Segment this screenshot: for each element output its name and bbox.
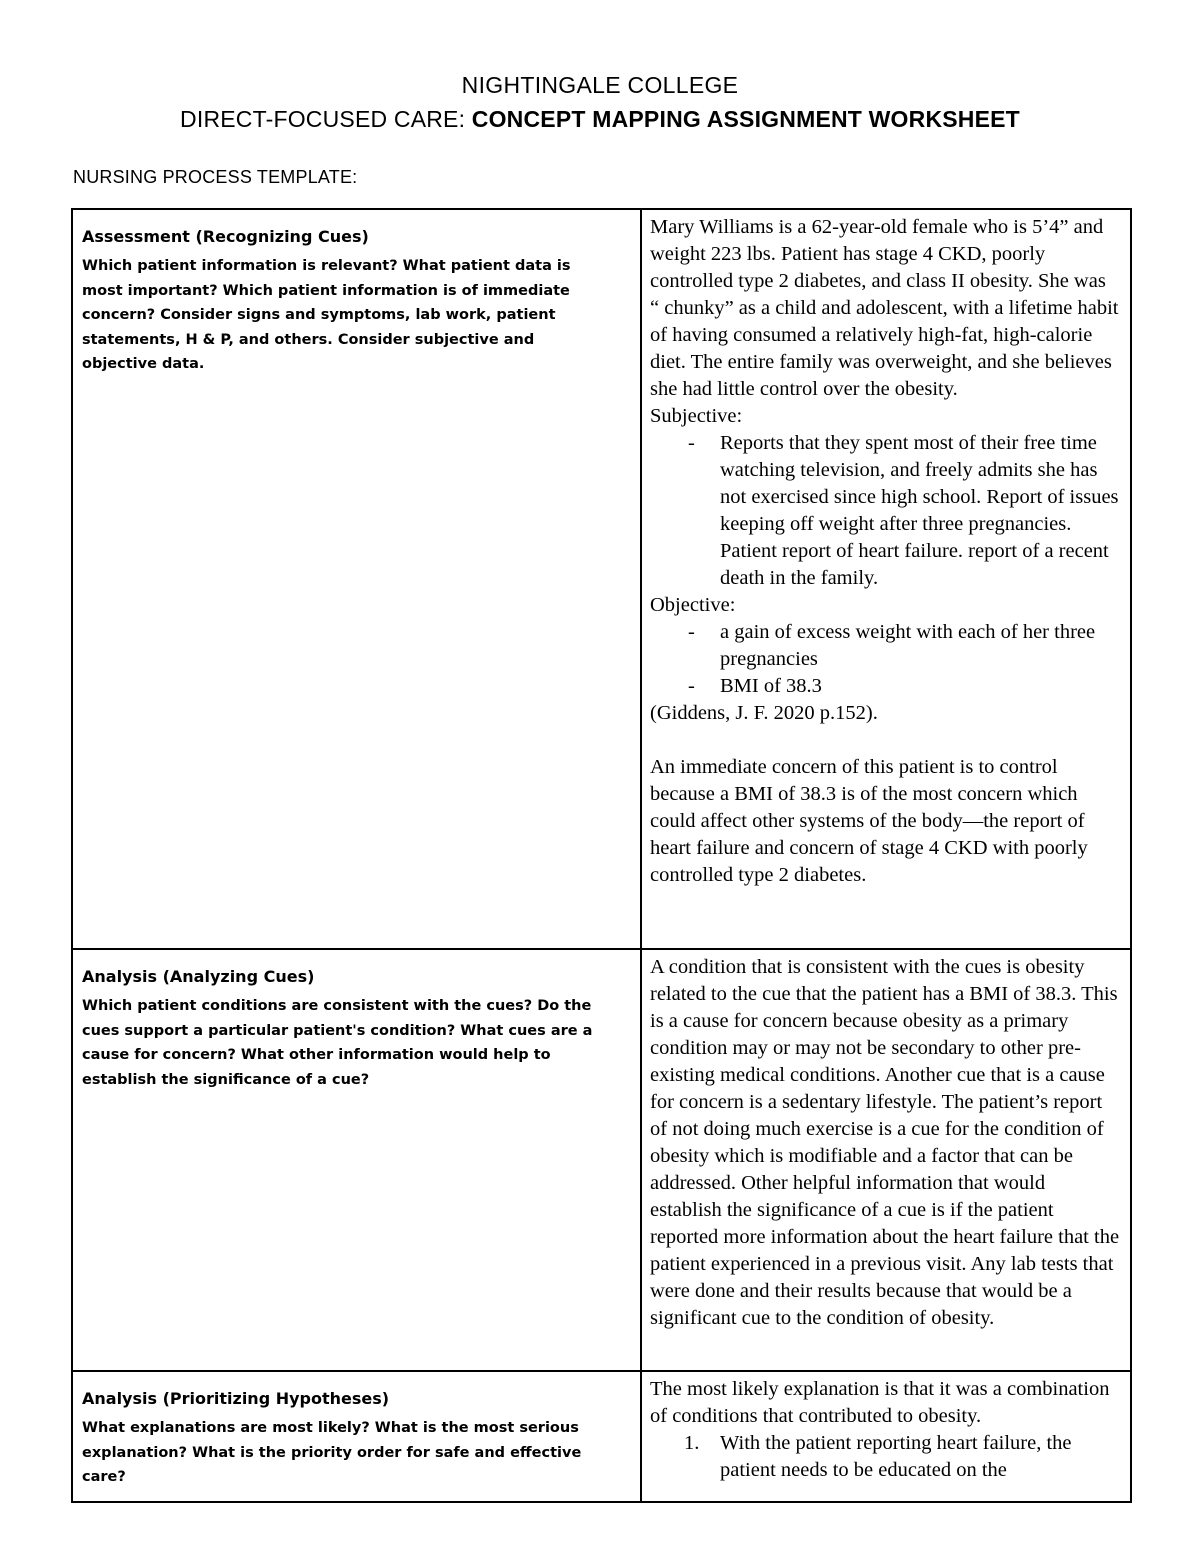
table-row	[72, 1371, 1131, 1502]
step-title: Assessment (Recognizing Cues)	[82, 227, 369, 246]
answer-cell-assessment	[641, 209, 1131, 949]
answer-cell-prioritizing	[641, 1371, 1131, 1502]
step-cell-assessment	[72, 209, 641, 949]
table-row	[72, 209, 1131, 949]
list-item-text: Reports that they spent most of their free time watching television, and freely admits she has not exercised since high school. Report of issues keeping off weight after three pregnancies. Patient report of heart failure. report of a recent death in the family.	[720, 432, 1119, 589]
list-item-text: BMI of 38.3	[720, 675, 822, 697]
step-question: Which patient conditions are consistent with the cues? Do the cues support a particular patient's condition? What cues are a cause for concern? What other information would help to establish the significance of a cue?	[82, 998, 593, 1088]
citation: (Giddens, J. F. 2020 p.152).	[650, 702, 878, 724]
objective-list	[650, 619, 1120, 700]
subjective-label: Subjective:	[650, 405, 743, 427]
analysis-answer: A condition that is consistent with the cues is obesity related to the cue that the patient has a BMI of 38.3. This is a cause for concern because obesity as a primary condition may or may not be secondary to other pre-existing medical conditions. Another cue that is a cause for concern is a sedentary lifestyle. The patient’s report of not doing much exercise is a cue for the condition of obesity which is modifiable and a factor that can be addressed. Other helpful information that would establish the significance of a cue is if the patient reported more information about the heart failure that the patient experienced in a previous visit. Any lab tests that were done and their results because that would be a significant cue to the condition of obesity.	[650, 956, 1120, 1329]
number-marker: 1.	[684, 1432, 700, 1454]
step-cell-prioritizing	[72, 1371, 641, 1502]
list-item-text: With the patient reporting heart failure, the patient needs to be educated on the	[720, 1432, 1072, 1481]
list-item	[650, 430, 1120, 592]
dash-marker: -	[688, 432, 695, 454]
list-item-text: a gain of excess weight with each of her three pregnancies	[720, 621, 1096, 670]
list-item	[650, 1430, 1120, 1484]
patient-intro: Mary Williams is a 62-year-old female who is 5’4” and weight 223 lbs. Patient has stage 4 CKD, poorly controlled type 2 diabetes, and class II obesity. She was “ chunky” as a child and adolescent, with a lifetime habit of having consumed a relatively high-fat, high-calorie diet. The entire family was overweight, and she believes she had little control over the obesity.	[650, 216, 1119, 400]
subjective-list	[650, 430, 1120, 592]
worksheet-title	[0, 100, 1200, 138]
list-item	[650, 619, 1120, 673]
step-question: What explanations are most likely? What is the most serious explanation? What is the priority order for safe and effective care?	[82, 1420, 582, 1485]
template-label: NURSING PROCESS TEMPLATE:	[73, 167, 358, 187]
dash-marker: -	[688, 675, 695, 697]
immediate-concern: An immediate concern of this patient is to control because a BMI of 38.3 is of the most concern which could affect other systems of the body—the report of heart failure and concern of stage 4 CKD with poorly controlled type 2 diabetes.	[650, 756, 1088, 886]
step-cell-analyzing-cues	[72, 949, 641, 1371]
list-item	[650, 673, 1120, 700]
worksheet-title-prefix: DIRECT-FOCUSED CARE:	[180, 106, 472, 132]
prioritizing-intro: The most likely explanation is that it was a combination of conditions that contributed to obesity.	[650, 1378, 1110, 1427]
nursing-process-table	[71, 208, 1132, 1503]
step-title: Analysis (Analyzing Cues)	[82, 967, 315, 986]
step-question: Which patient information is relevant? What patient data is most important? Which patient information is of immediate concern? Consider signs and symptoms, lab work, patient statements, H & P, and others. Consider subjective and objective data.	[82, 258, 571, 372]
worksheet-title-bold: CONCEPT MAPPING ASSIGNMENT WORKSHEET	[471, 106, 1020, 132]
institution-name: NIGHTINGALE COLLEGE	[461, 72, 739, 98]
step-title: Analysis (Prioritizing Hypotheses)	[82, 1389, 390, 1408]
answer-cell-analyzing-cues	[641, 949, 1131, 1371]
document-header	[0, 70, 1200, 138]
dash-marker: -	[688, 621, 695, 643]
priority-list	[650, 1430, 1120, 1484]
table-row	[72, 949, 1131, 1371]
objective-label: Objective:	[650, 594, 736, 616]
